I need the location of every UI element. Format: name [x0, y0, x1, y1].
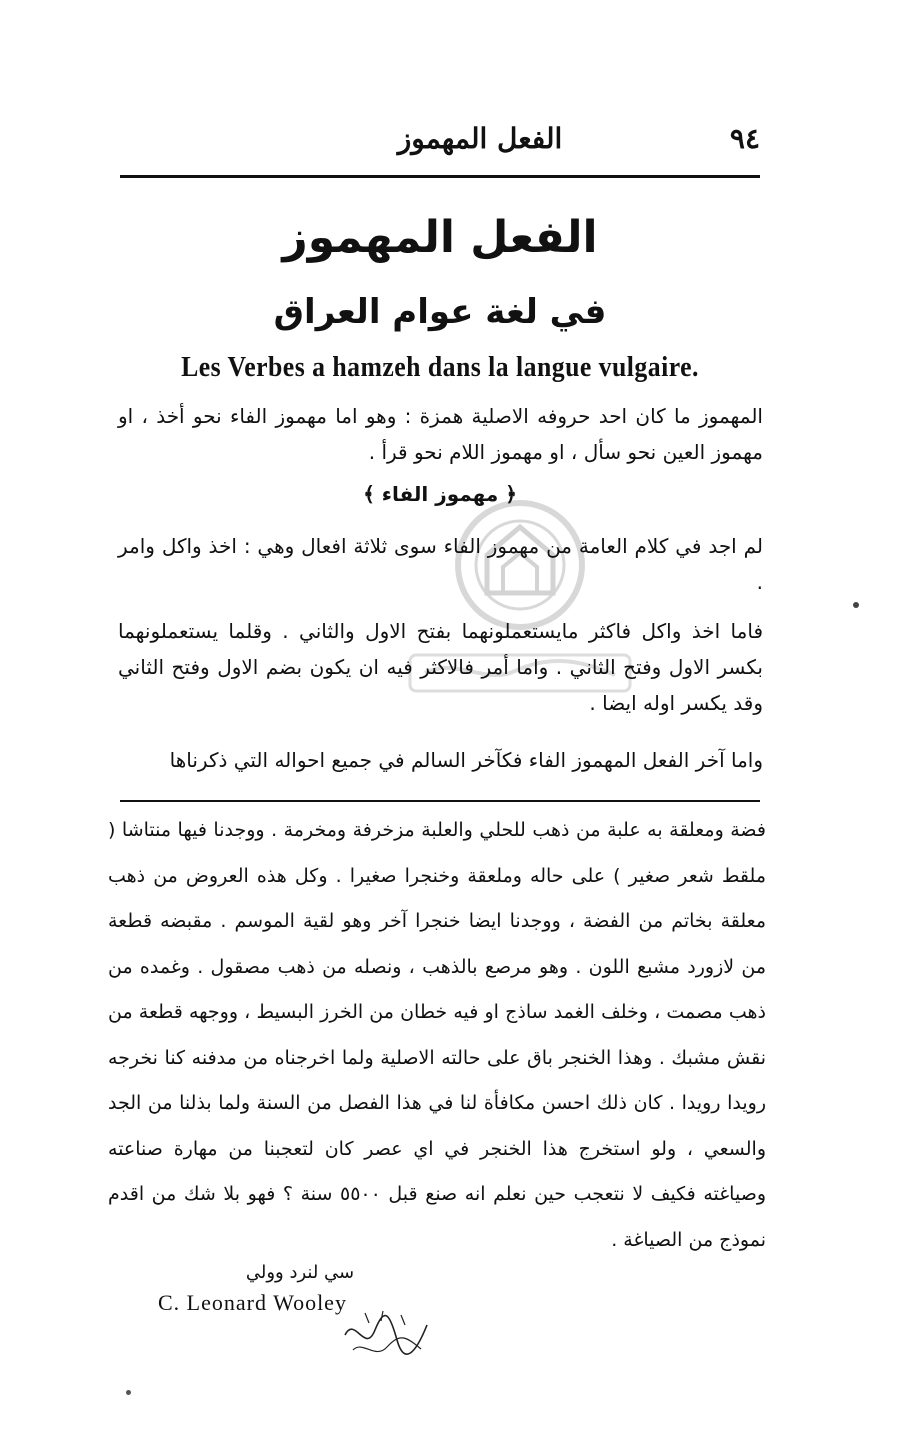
french-title: Les Verbes a hamzeh dans la langue vulgaire.	[181, 352, 699, 383]
running-title: الفعل المهموز	[397, 122, 563, 155]
paragraph-usage: فاما اخذ واكل فاكثر مايستعملونهما بفتح الاول والثاني . وقلما يستعملونهما بكسر الاول وفتح الثاني . واما أمر فالاكثر فيه ان يكون بضم الاول وفتح الثاني وقد يكسر اوله ايضا .	[118, 619, 763, 715]
page-title: الفعل المهموز	[282, 212, 598, 263]
margin-dot	[853, 602, 859, 608]
handwritten-scribble	[335, 1305, 435, 1365]
margin-dot	[126, 1390, 131, 1395]
paragraph-ending: واما آخر الفعل المهموز الفاء فكآخر السالم في جميع احواله التي ذكرناها	[169, 748, 763, 772]
page-subtitle: في لغة عوام العراق	[273, 292, 607, 332]
paragraph-verbs-list: لم اجد في كلام العامة من مهموز الفاء سوى ثلاثة افعال وهي : اخذ واكل وامر .	[118, 534, 763, 594]
footnote-rule	[120, 800, 760, 802]
header-rule	[120, 175, 760, 178]
footnote-text: فضة ومعلقة به علبة من ذهب للحلي والعلبة مزخرفة ومخرمة . ووجدنا فيها منتاشا ( ملقط شعر صغير ) على حاله وملعقة وخنجرا صغيرا . وكل هذه العروض من ذهب معلقة بخاتم من الفضة ، ووجدنا ايضا خنجرا آخر وهو لقية الموسم . مقبضه قطعة من لازورد مشبع اللون . وهو مرصع بالذهب ، ونصله من ذهب مصقول . وغمده من ذهب مصمت ، وخلف الغمد ساذج او فيه خطان من الخرز البسيط ، ووجهه قطعة من نقش مشبك . وهذا الخنجر باق على حالته الاصلية ولما اخرجناه من مدفنه كنا نخرجه رويدا رويدا . كان ذلك احسن مكافأة لنا في هذا الفصل من السنة ولما بذلنا من الجد والسعي ، ولو استخرج هذا الخنجر في اي عصر كان لتعجبنا من مهارة صناعته وصياغته فكيف لا نتعجب حين نعلم انه صنع قبل ٥٥٠٠ سنة ؟ فهو بلا شك من اقدم نموذج من الصياغة .	[108, 819, 767, 1251]
paragraph-definition: المهموز ما كان احد حروفه الاصلية همزة : وهو اما مهموز الفاء نحو أخذ ، او مهموز العين نحو سأل ، او مهموز اللام نحو قرأ .	[118, 404, 763, 464]
signature-latin: C. Leonard Wooley	[158, 1290, 347, 1315]
section-heading: ﴿ مهموز الفاء ﴾	[363, 482, 517, 506]
page-number: ٩٤	[729, 122, 760, 155]
signature-arabic: سي لنرد وولي	[245, 1262, 355, 1283]
running-head	[120, 122, 760, 170]
